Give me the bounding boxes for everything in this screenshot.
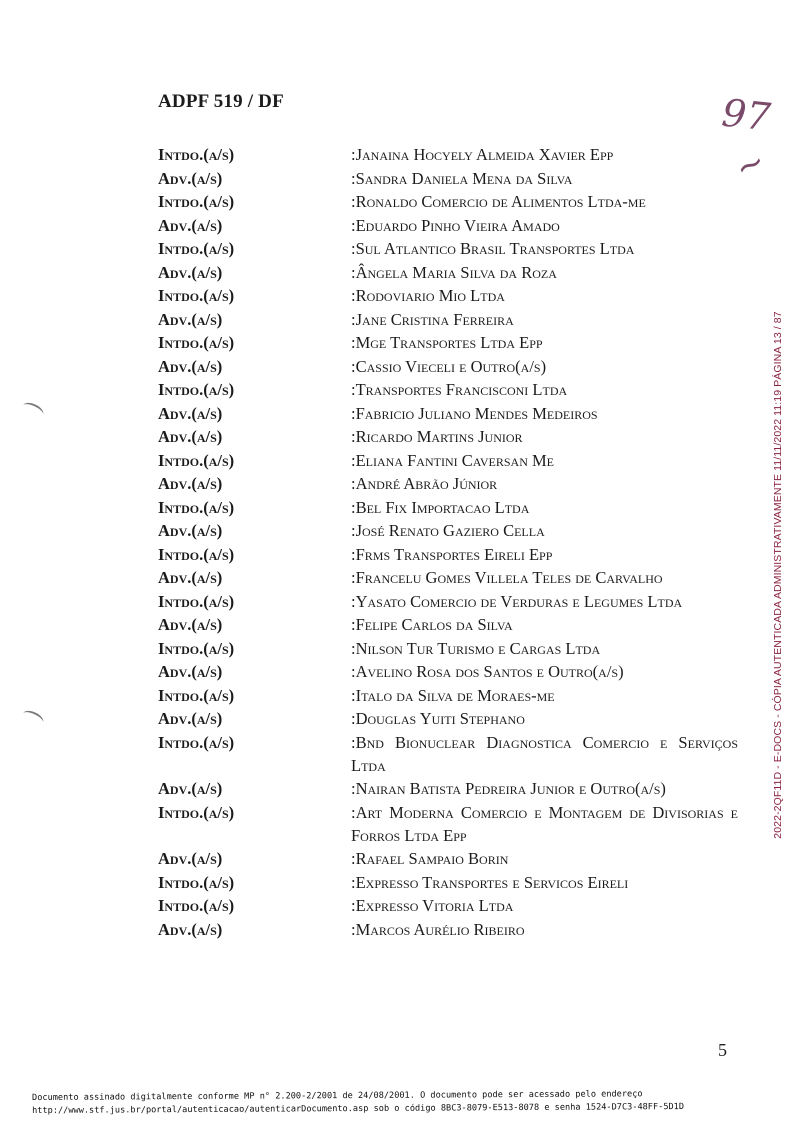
party-row — [158, 777, 738, 800]
party-name-separator: : — [351, 872, 356, 892]
party-name-separator: : — [351, 192, 356, 211]
party-row — [158, 590, 738, 613]
party-name: Ângela Maria Silva da Roza — [355, 262, 557, 282]
party-row — [158, 355, 738, 378]
party-role: Intdo.(a/s) — [158, 286, 235, 305]
party-name-separator: : — [351, 262, 356, 282]
party-row — [158, 331, 738, 354]
party-name-separator: : — [351, 919, 356, 939]
party-name: Expresso Transportes e Servicos Eireli — [355, 872, 629, 892]
party-row — [158, 167, 738, 190]
party-name: Bel Fix Importacao Ltda — [355, 497, 530, 517]
party-name: Francelu Gomes Villela Teles de Carvalho — [355, 568, 663, 587]
party-name: Felipe Carlos da Silva — [355, 615, 513, 634]
party-role: Intdo.(a/s) — [158, 802, 235, 822]
party-role: Adv.(a/s) — [158, 919, 223, 939]
party-name-cell — [351, 331, 738, 354]
party-role: Adv.(a/s) — [158, 356, 223, 376]
party-name-cell — [351, 731, 738, 777]
party-role: Adv.(a/s) — [158, 474, 223, 493]
handwritten-initial-mark: ~ — [728, 140, 772, 190]
party-name: Mge Transportes Ltda Epp — [355, 333, 543, 352]
party-name: Cassio Vieceli e Outro(a/s) — [355, 356, 547, 376]
party-name-separator: : — [351, 380, 356, 399]
party-row — [158, 731, 738, 777]
party-name-separator: : — [351, 709, 356, 728]
party-name: Transportes Francisconi Ltda — [355, 380, 568, 399]
authentication-side-stamp: 2022-2QF11D - E-DOCS - CÓPIA AUTENTICADA ADMINISTRATIVAMENTE 11/11/2022 11:19 PÁGINA 13 / 87 — [772, 311, 784, 839]
party-name-cell — [351, 543, 738, 566]
party-name-cell — [351, 660, 738, 683]
party-role: Adv.(a/s) — [158, 427, 223, 446]
party-role: Intdo.(a/s) — [158, 497, 235, 517]
party-name-separator: : — [351, 286, 356, 305]
party-name: José Renato Gaziero Cella — [355, 521, 545, 540]
party-name: Douglas Yuiti Stephano — [355, 709, 525, 728]
party-name-cell — [351, 190, 738, 213]
party-role: Intdo.(a/s) — [158, 239, 235, 258]
party-row — [158, 707, 738, 730]
party-row — [158, 472, 738, 495]
party-row — [158, 496, 738, 519]
party-row — [158, 637, 738, 660]
party-name-cell — [351, 613, 738, 636]
party-row — [158, 214, 738, 237]
party-row — [158, 402, 738, 425]
party-name: Rafael Sampaio Borin — [355, 849, 509, 868]
party-name-separator: : — [351, 309, 356, 329]
party-role: Intdo.(a/s) — [158, 872, 235, 892]
footer-line-2: http://www.stf.jus.br/portal/autenticacao/autenticarDocumento.asp sob o código 8BC3-8079-E513-8078 e senha 1524-D7C3-48FF-5D1D — [32, 1102, 685, 1116]
party-role: Intdo.(a/s) — [158, 591, 235, 611]
party-name: Marcos Aurélio Ribeiro — [355, 919, 525, 939]
party-name-cell — [351, 707, 738, 730]
party-role: Adv.(a/s) — [158, 521, 223, 540]
party-row — [158, 261, 738, 284]
party-name-cell — [351, 378, 738, 401]
party-name-separator: : — [351, 732, 356, 752]
party-name: Frms Transportes Eireli Epp — [355, 544, 553, 564]
party-name-separator: : — [351, 662, 356, 681]
party-row — [158, 894, 738, 917]
party-name-cell — [351, 918, 738, 941]
party-name: Art Moderna Comercio e Montagem de Divisorias e Forros Ltda Epp — [351, 802, 738, 845]
party-row — [158, 847, 738, 870]
party-name-separator: : — [351, 145, 356, 164]
party-name: Rodoviario Mio Ltda — [355, 286, 505, 305]
party-name-separator: : — [351, 568, 356, 587]
party-row — [158, 308, 738, 331]
party-row — [158, 871, 738, 894]
party-name-separator: : — [351, 685, 356, 705]
party-name-cell — [351, 143, 738, 166]
party-name-separator: : — [351, 521, 356, 540]
party-row — [158, 190, 738, 213]
party-name: Sul Atlantico Brasil Transportes Ltda — [355, 239, 635, 258]
party-name: Nilson Tur Turismo e Cargas Ltda — [355, 638, 601, 658]
party-name-separator: : — [351, 849, 356, 868]
party-role: Intdo.(a/s) — [158, 685, 235, 705]
party-role: Adv.(a/s) — [158, 615, 223, 634]
party-row — [158, 918, 738, 941]
party-name-cell — [351, 847, 738, 870]
party-row — [158, 613, 738, 636]
party-row — [158, 425, 738, 448]
party-name-cell — [351, 449, 738, 472]
party-name: Janaina Hocyely Almeida Xavier Epp — [355, 145, 614, 164]
party-role: Adv.(a/s) — [158, 568, 223, 587]
party-name-separator: : — [351, 497, 356, 517]
party-role: Adv.(a/s) — [158, 779, 223, 798]
party-role: Adv.(a/s) — [158, 662, 223, 681]
binder-hole-mark — [20, 400, 45, 420]
party-name: Yasato Comercio de Verduras e Legumes Ltda — [355, 591, 683, 611]
party-name: Ricardo Martins Junior — [355, 427, 523, 446]
party-role: Intdo.(a/s) — [158, 638, 235, 658]
party-name-separator: : — [351, 403, 356, 423]
party-name: Bnd Bionuclear Diagnostica Comercio e Serviços Ltda — [351, 732, 738, 775]
party-name: Fabricio Juliano Mendes Medeiros — [355, 403, 598, 423]
binder-hole-mark — [20, 708, 45, 728]
party-name: Avelino Rosa dos Santos e Outro(a/s) — [355, 662, 624, 681]
party-name-separator: : — [351, 333, 356, 352]
party-name-separator: : — [351, 615, 356, 634]
party-name-cell — [351, 684, 738, 707]
page-number: 5 — [718, 1040, 727, 1060]
party-name-cell — [351, 871, 738, 894]
case-title: ADPF 519 / DF — [158, 91, 284, 112]
party-name-separator: : — [351, 544, 356, 564]
party-name-cell — [351, 261, 738, 284]
party-name: Italo da Silva de Moraes-me — [355, 685, 555, 705]
party-name-cell — [351, 355, 738, 378]
digital-signature-footer — [32, 1087, 792, 1118]
footer-line-1: Documento assinado digitalmente conforme MP n° 2.200-2/2001 de 24/08/2001. O documento pode ser acessado pelo endereço — [32, 1089, 643, 1103]
party-row — [158, 684, 738, 707]
party-name-cell — [351, 590, 738, 613]
party-role: Intdo.(a/s) — [158, 450, 235, 470]
party-row — [158, 378, 738, 401]
party-role: Intdo.(a/s) — [158, 333, 235, 352]
party-row — [158, 566, 738, 589]
party-name-separator: : — [351, 638, 356, 658]
party-name-separator: : — [351, 779, 356, 798]
party-name-separator: : — [351, 215, 356, 235]
party-name: André Abrão Júnior — [355, 474, 498, 493]
party-row — [158, 801, 738, 847]
party-name: Nairan Batista Pedreira Junior e Outro(a/s) — [355, 779, 666, 798]
party-name: Eliana Fantini Caversan Me — [355, 450, 555, 470]
party-row — [158, 519, 738, 542]
party-name-cell — [351, 496, 738, 519]
party-role: Adv.(a/s) — [158, 709, 223, 728]
party-row — [158, 660, 738, 683]
party-name-cell — [351, 801, 738, 847]
party-name-cell — [351, 425, 738, 448]
party-name-cell — [351, 566, 738, 589]
party-role: Adv.(a/s) — [158, 215, 223, 235]
party-row — [158, 237, 738, 260]
party-row — [158, 449, 738, 472]
party-name: Eduardo Pinho Vieira Amado — [355, 215, 560, 235]
party-name-separator: : — [351, 896, 356, 915]
party-name-separator: : — [351, 168, 356, 188]
party-role: Intdo.(a/s) — [158, 380, 235, 399]
party-role: Intdo.(a/s) — [158, 896, 235, 915]
party-role: Adv.(a/s) — [158, 262, 223, 282]
party-name-separator: : — [351, 591, 356, 611]
party-name-cell — [351, 519, 738, 542]
party-name: Expresso Vitoria Ltda — [355, 896, 514, 915]
party-row — [158, 143, 738, 166]
party-name-separator: : — [351, 356, 356, 376]
party-name-cell — [351, 237, 738, 260]
party-name-cell — [351, 214, 738, 237]
party-name-cell — [351, 637, 738, 660]
handwritten-page-annotation: 97 — [719, 90, 773, 140]
party-name-cell — [351, 284, 738, 307]
party-role: Adv.(a/s) — [158, 403, 223, 423]
party-name-separator: : — [351, 427, 356, 446]
party-role: Adv.(a/s) — [158, 849, 223, 868]
party-role: Intdo.(a/s) — [158, 145, 235, 164]
party-name-separator: : — [351, 474, 356, 493]
party-name-cell — [351, 894, 738, 917]
party-name-cell — [351, 308, 738, 331]
party-name: Ronaldo Comercio de Alimentos Ltda-me — [355, 192, 646, 211]
party-name-cell — [351, 167, 738, 190]
party-row — [158, 284, 738, 307]
party-name: Jane Cristina Ferreira — [355, 309, 514, 329]
party-name-cell — [351, 777, 738, 800]
party-name-separator: : — [351, 802, 356, 822]
party-name-separator: : — [351, 239, 356, 258]
party-role: Intdo.(a/s) — [158, 192, 235, 211]
party-role: Intdo.(a/s) — [158, 732, 235, 752]
party-role: Intdo.(a/s) — [158, 544, 235, 564]
party-role: Adv.(a/s) — [158, 309, 223, 329]
party-name-cell — [351, 402, 738, 425]
parties-list — [158, 143, 738, 941]
party-name: Sandra Daniela Mena da Silva — [355, 168, 573, 188]
party-name-separator: : — [351, 450, 356, 470]
party-row — [158, 543, 738, 566]
party-role: Adv.(a/s) — [158, 168, 223, 188]
party-name-cell — [351, 472, 738, 495]
